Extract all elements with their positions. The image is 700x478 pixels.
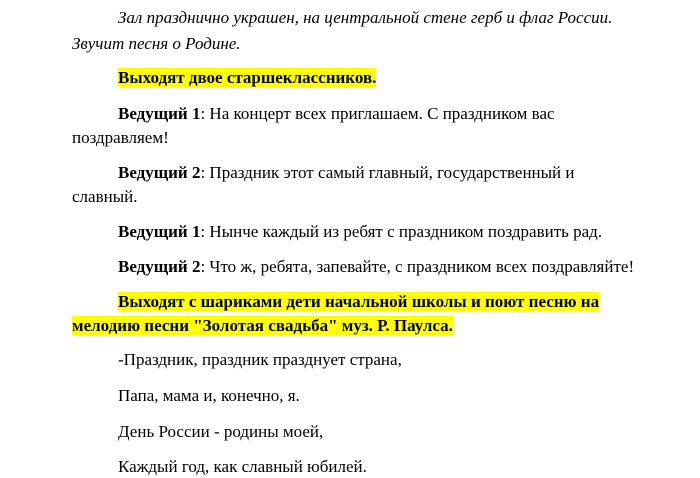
dialogue-line-2 — [118, 163, 575, 183]
intro-line-1: Зал празднично украшен, на центральной стене герб и флаг России. — [118, 8, 613, 27]
song-line-3: День России - родины моей, — [118, 422, 324, 441]
song-line-1: -Праздник, праздник празднует страна, — [118, 350, 402, 369]
stage-direction-2-line-1 — [118, 292, 599, 312]
dialogue-line-1-continued: поздравляем! — [72, 128, 169, 147]
dialogue-line-2-continued: славный. — [72, 187, 138, 206]
speaker-name: Ведущий 2 — [118, 163, 201, 182]
speaker-name: Ведущий 1 — [118, 222, 201, 241]
dialogue-text: : Что ж, ребята, запевайте, с праздником всех поздравляйте! — [200, 257, 635, 276]
intro-line-2: Звучит песня о Родине. — [72, 34, 241, 53]
song-line-4: Каждый год, как славный юбилей. — [118, 457, 367, 476]
stage-direction-2-text: мелодию песни "Золотая свадьба" муз. Р. Паулса. — [72, 316, 453, 335]
song-line-2: Папа, мама и, конечно, я. — [118, 386, 300, 405]
stage-direction-2-line-2 — [72, 316, 453, 336]
dialogue-line-1 — [118, 104, 555, 124]
stage-direction-1 — [118, 68, 376, 88]
dialogue-text: : На концерт всех приглашаем. С праздником вас — [200, 104, 555, 123]
dialogue-line-3 — [118, 222, 602, 242]
stage-direction-1-text: Выходят двое старшеклассников. — [118, 68, 377, 87]
speaker-name: Ведущий 1 — [118, 104, 201, 123]
stage-direction-2-text: Выходят с шариками дети начальной школы и поют песню на — [118, 292, 600, 311]
dialogue-text: : Нынче каждый из ребят с праздником поздравить рад. — [200, 222, 603, 241]
speaker-name: Ведущий 2 — [118, 257, 201, 276]
dialogue-line-4 — [118, 257, 634, 277]
dialogue-text: : Праздник этот самый главный, государственный и — [200, 163, 575, 182]
